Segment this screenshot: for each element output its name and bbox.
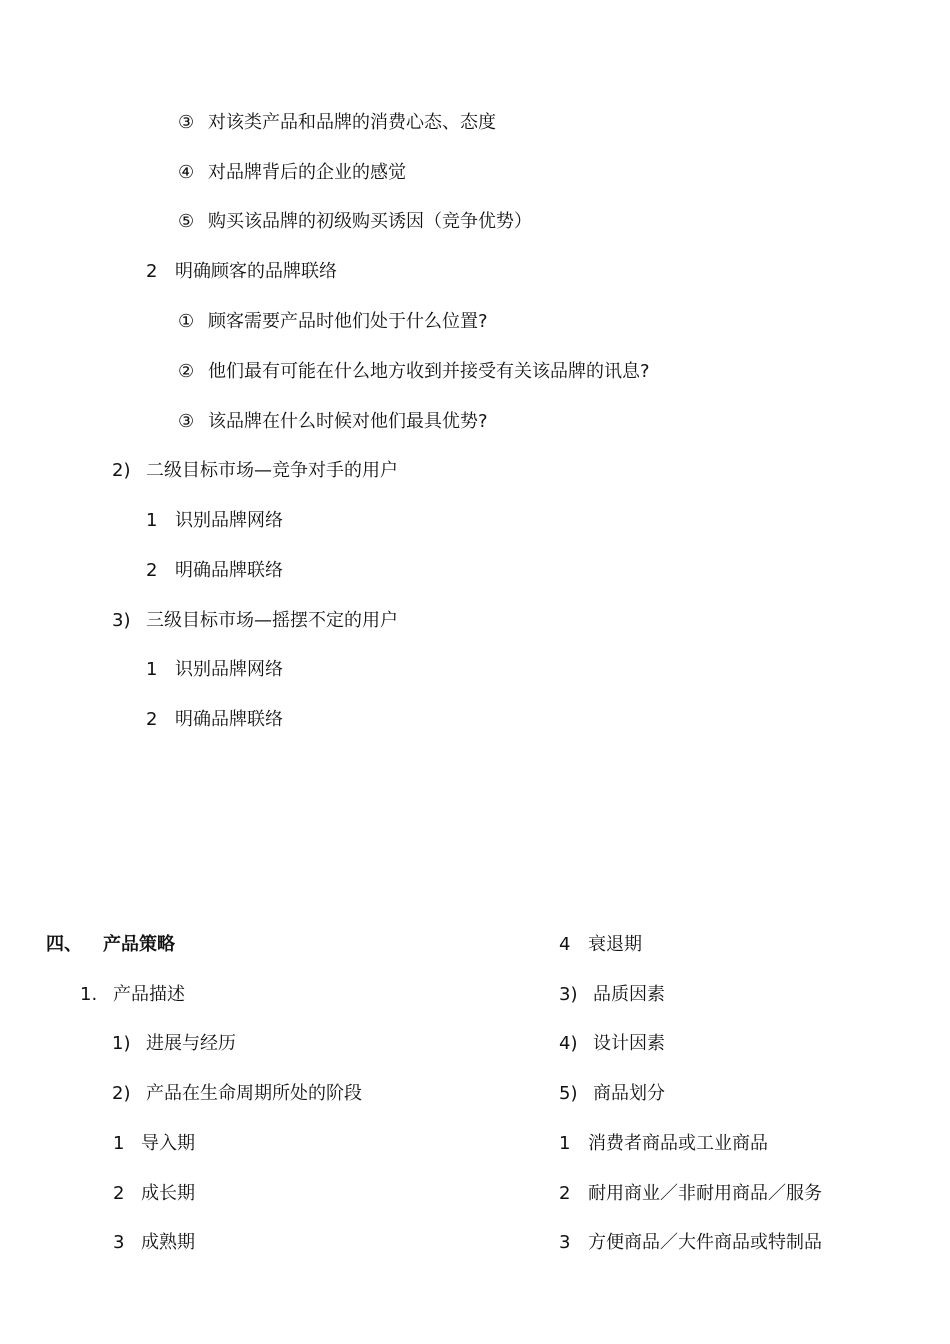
list-item	[178, 408, 488, 436]
list-marker: 2	[146, 709, 158, 730]
list-text: 产品在生命周期所处的阶段	[146, 1083, 362, 1104]
list-item	[112, 1030, 236, 1058]
list-item	[113, 1180, 195, 1208]
list-text: 设计因素	[593, 1033, 665, 1054]
list-text: 商品划分	[593, 1083, 665, 1104]
list-marker: 3	[113, 1232, 125, 1253]
section-title: 产品策略	[103, 934, 175, 955]
list-item	[178, 109, 496, 137]
list-text: 进展与经历	[146, 1033, 236, 1054]
list-text: 顾客需要产品时他们处于什么位置?	[208, 311, 488, 332]
list-marker: 4	[559, 934, 571, 955]
list-marker: 1	[146, 659, 158, 680]
list-text: 消费者商品或工业商品	[588, 1133, 768, 1154]
list-item	[178, 358, 650, 386]
list-item	[559, 1030, 665, 1058]
section-number: 四、	[46, 934, 82, 955]
list-text: 方便商品／大件商品或特制品	[588, 1232, 822, 1253]
list-text: 产品描述	[113, 984, 185, 1005]
list-marker: 3)	[559, 984, 578, 1005]
list-text: 他们最有可能在什么地方收到并接受有关该品牌的讯息?	[208, 361, 650, 382]
list-marker: ⑤	[178, 211, 195, 232]
list-item	[559, 981, 665, 1009]
list-text: 三级目标市场—摇摆不定的用户	[146, 610, 398, 631]
list-item	[559, 1180, 822, 1208]
list-marker: 1.	[80, 984, 98, 1005]
list-text: 品质因素	[593, 984, 665, 1005]
list-text: 导入期	[141, 1133, 195, 1154]
list-marker: 2)	[112, 1083, 131, 1104]
list-text: 该品牌在什么时候对他们最具优势?	[208, 411, 488, 432]
list-item	[559, 1080, 665, 1108]
list-item	[178, 208, 532, 236]
list-marker: ④	[178, 162, 195, 183]
list-item	[146, 258, 337, 286]
list-marker: ③	[178, 112, 195, 133]
list-text: 识别品牌网络	[175, 659, 283, 680]
list-marker: 2)	[112, 460, 131, 481]
section-heading	[46, 931, 175, 959]
list-marker: 5)	[559, 1083, 578, 1104]
list-marker: 1	[113, 1133, 125, 1154]
list-marker: 1	[146, 510, 158, 531]
list-text: 对该类产品和品牌的消费心态、态度	[208, 112, 496, 133]
list-item	[559, 1229, 822, 1257]
list-text: 二级目标市场—竞争对手的用户	[146, 460, 398, 481]
list-marker: ①	[178, 311, 195, 332]
list-marker: 2	[559, 1183, 571, 1204]
list-text: 耐用商业／非耐用商品／服务	[588, 1183, 822, 1204]
list-item	[559, 931, 642, 959]
list-marker: 3)	[112, 610, 131, 631]
list-text: 对品牌背后的企业的感觉	[208, 162, 406, 183]
list-item	[146, 706, 283, 734]
list-item	[113, 1130, 195, 1158]
list-text: 明确品牌联络	[175, 560, 283, 581]
list-item	[178, 308, 488, 336]
list-text: 成长期	[141, 1183, 195, 1204]
list-item	[113, 1229, 195, 1257]
list-text: 识别品牌网络	[175, 510, 283, 531]
list-marker: 1	[559, 1133, 571, 1154]
list-marker: ②	[178, 361, 195, 382]
list-item	[112, 457, 398, 485]
list-text: 明确顾客的品牌联络	[175, 261, 337, 282]
list-item	[80, 981, 185, 1009]
list-item	[146, 507, 283, 535]
list-marker: 1)	[112, 1033, 131, 1054]
list-text: 成熟期	[141, 1232, 195, 1253]
list-item	[559, 1130, 768, 1158]
list-marker: ③	[178, 411, 195, 432]
list-marker: 2	[146, 560, 158, 581]
list-marker: 3	[559, 1232, 571, 1253]
list-text: 明确品牌联络	[175, 709, 283, 730]
list-item	[146, 656, 283, 684]
list-marker: 2	[113, 1183, 125, 1204]
list-marker: 2	[146, 261, 158, 282]
list-text: 衰退期	[588, 934, 642, 955]
list-item	[178, 159, 406, 187]
list-item	[146, 557, 283, 585]
list-text: 购买该品牌的初级购买诱因（竞争优势）	[208, 211, 532, 232]
list-item	[112, 607, 398, 635]
list-marker: 4)	[559, 1033, 578, 1054]
list-item	[112, 1080, 362, 1108]
